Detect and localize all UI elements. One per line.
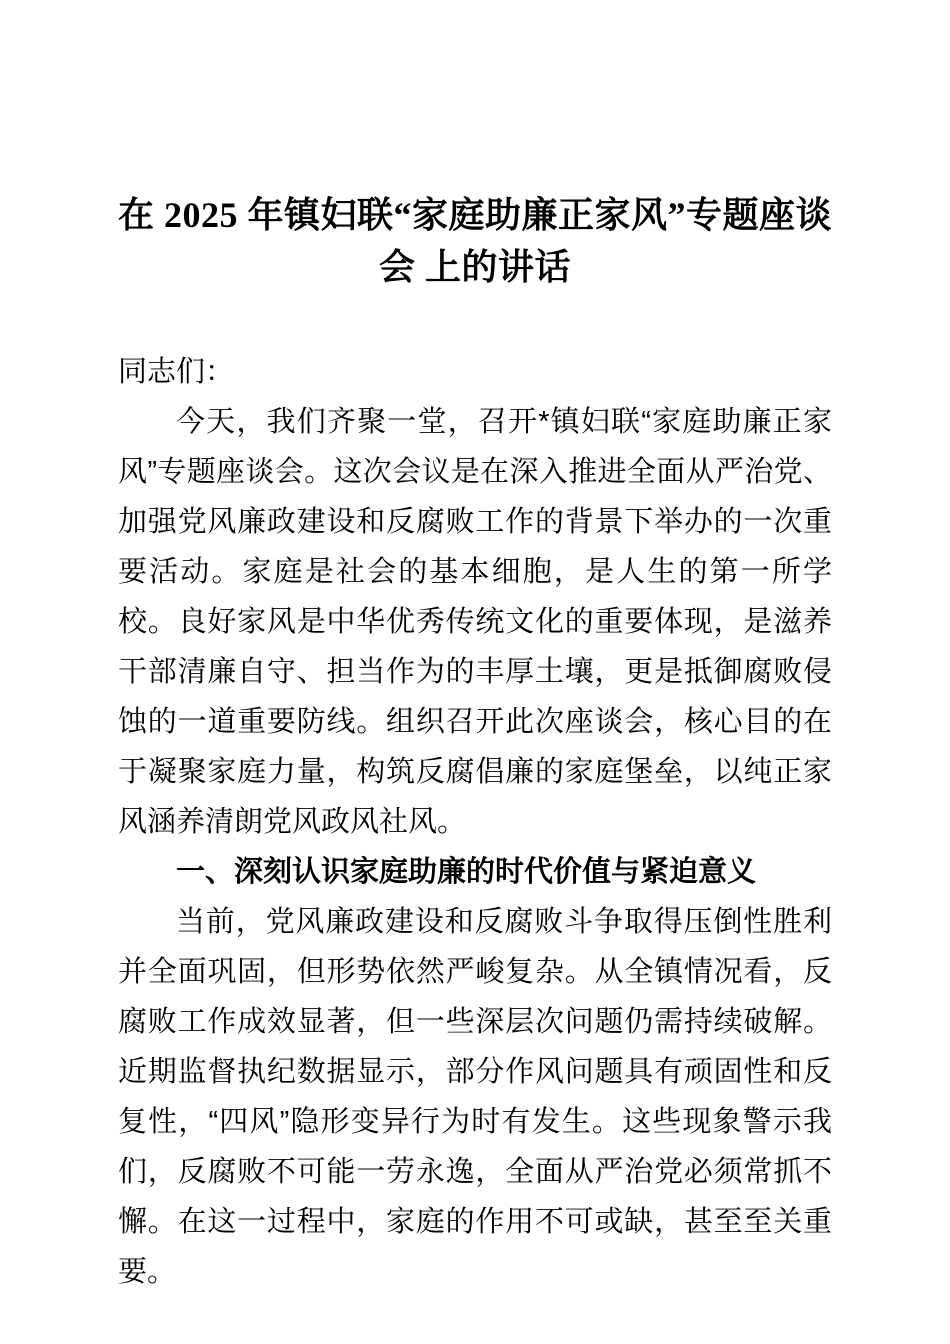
body-paragraph-1: 今天，我们齐聚一堂，召开*镇妇联“家庭助廉正家风”专题座谈会。这次会议是在深入推进全面从严治党、加强党风廉政建设和反腐败工作的背景下举办的一次重要活动。家庭是社会的基本细胞，是人生的第一所学校。良好家风是中华优秀传统文化的重要体现，是滋养干部清廉自守、担当作为的丰厚土壤，更是抵御腐败侵蚀的一道重要防线。组织召开此次座谈会，核心目的在于凝聚家庭力量，构筑反腐倡廉的家庭堡垒，以纯正家风涵养清朗党风政风社风。 xyxy=(118,406,832,838)
section-heading-1: 一、深刻认识家庭助廉的时代价值与紧迫意义 xyxy=(176,856,757,888)
page-title-line-1: 在 2025 年镇妇联“家庭助廉正家风”专题座谈会 xyxy=(118,195,833,287)
page-title xyxy=(118,0,832,293)
document-content xyxy=(118,0,832,1297)
body-paragraph-2: 当前，党风廉政建设和反腐败斗争取得压倒性胜利并全面巩固，但形势依然严峻复杂。从全镇情况看，反腐败工作成效显著，但一些深层次问题仍需持续破解。近期监督执纪数据显示，部分作风问题具有顽固性和反复性，“四风”隐形变异行为时有发生。这些现象警示我们，反腐败不可能一劳永逸，全面从严治党必须常抓不懈。在这一过程中，家庭的作用不可或缺，甚至至关重要。 xyxy=(118,906,832,1288)
page-title-line-2: 上的讲话 xyxy=(425,247,572,287)
salutation: 同志们： xyxy=(118,356,235,388)
